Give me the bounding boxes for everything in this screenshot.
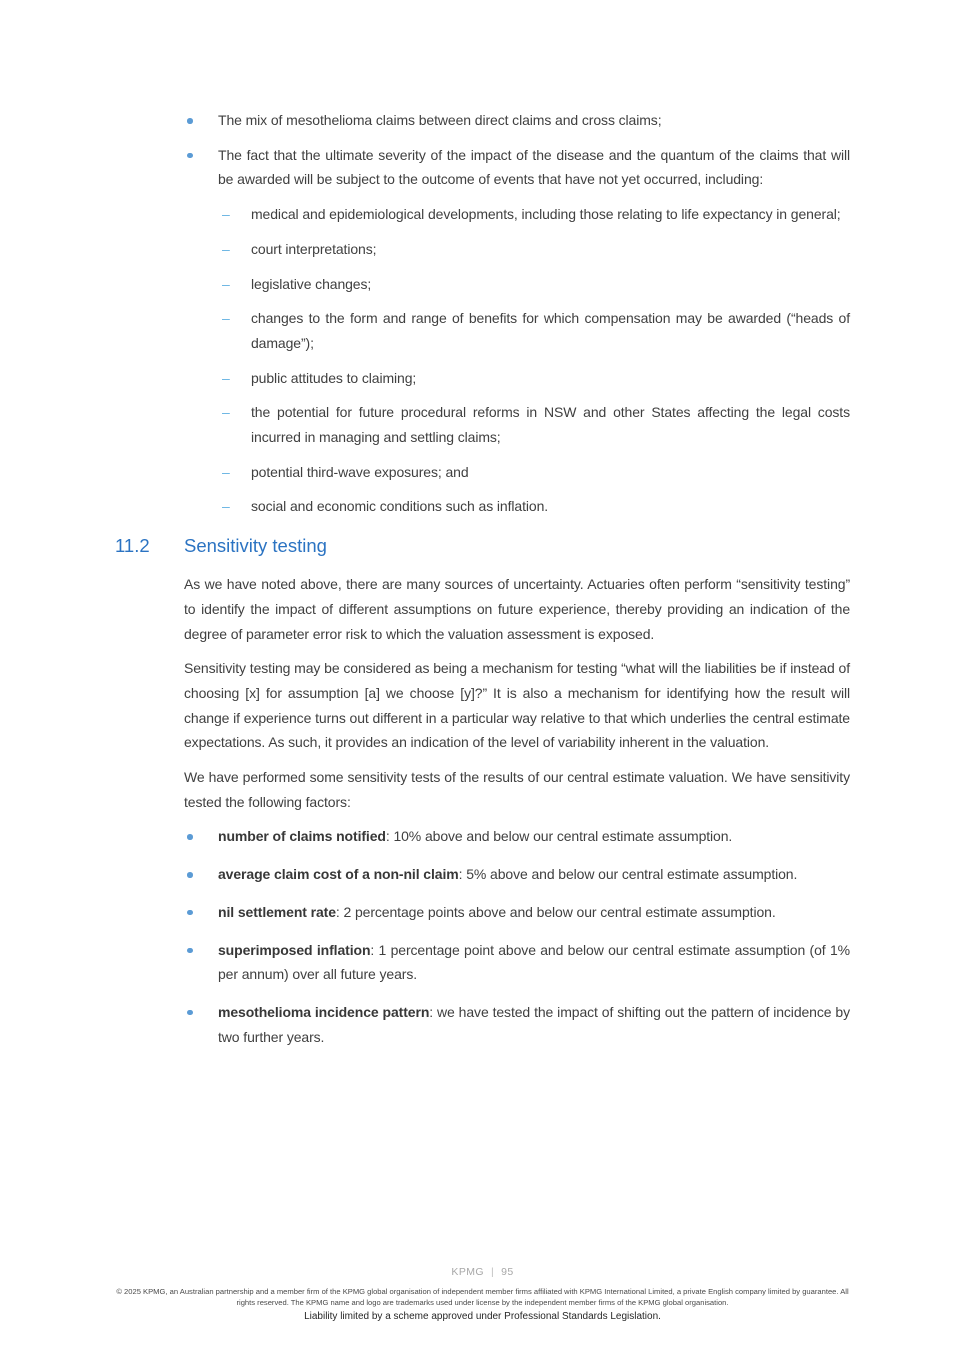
- section-title: Sensitivity testing: [184, 535, 327, 557]
- list-item: [184, 900, 850, 925]
- list-item: [218, 306, 850, 355]
- factor-name: number of claims notified: [218, 828, 386, 845]
- sub-bullet-text: court interpretations;: [251, 240, 377, 257]
- sub-bullet-text: the potential for future procedural reforms in NSW and other States affecting the legal costs incurred in managing and settling claims;: [251, 404, 850, 446]
- dash-icon: [222, 237, 230, 262]
- paragraph: Sensitivity testing may be considered as being a mechanism for testing “what will the liabilities be if instead of choosing [x] for assumption [a] we choose [y]?” It is also a mechanism for identifying how the result will change if experience turns out different in a particular way relative to that which underlies the central estimate expectations. As such, it provides an indication of the level of variability inherent in the valuation.: [184, 660, 850, 751]
- sub-bullet-text: social and economic conditions such as inflation.: [251, 498, 549, 515]
- dash-icon: [222, 272, 230, 297]
- bullet-text: The mix of mesothelioma claims between direct claims and cross claims;: [218, 112, 662, 128]
- list-item: [184, 143, 850, 519]
- list-item: [184, 1000, 850, 1049]
- page-footer: [0, 1266, 965, 1323]
- footer-brand: KPMG: [451, 1266, 484, 1278]
- factor-detail: : 2 percentage points above and below our central estimate assumption.: [335, 903, 776, 920]
- list-item: [218, 366, 850, 391]
- dash-icon: [222, 306, 230, 331]
- uncertainty-bullet-list: [184, 108, 850, 519]
- sub-bullet-text: medical and epidemiological developments, including those relating to life expectancy in general;: [251, 206, 841, 223]
- factor-detail: : 1 percentage point above and below our central estimate assumption (of 1% per annum) over all future years.: [218, 941, 850, 983]
- sub-bullet-text: legislative changes;: [251, 275, 372, 292]
- bullet-icon: [187, 872, 193, 878]
- list-item: [184, 938, 850, 987]
- list-item: [184, 862, 850, 887]
- dash-icon: [222, 460, 230, 485]
- factor-detail: : 5% above and below our central estimate assumption.: [458, 866, 798, 883]
- list-item: [184, 108, 850, 133]
- factor-name: mesothelioma incidence pattern: [218, 1003, 430, 1020]
- paragraph: As we have noted above, there are many sources of uncertainty. Actuaries often perform “sensitivity testing” to identify the impact of different assumptions on future experience, thereby providing an indication of the degree of parameter error risk to which the valuation assessment is exposed.: [184, 576, 850, 642]
- list-item: [218, 400, 850, 449]
- dash-icon: [222, 202, 230, 227]
- bullet-icon: [187, 118, 193, 124]
- page-number-line: [0, 1266, 965, 1278]
- sub-bullet-text: public attitudes to claiming;: [251, 369, 417, 386]
- dash-icon: [222, 366, 230, 391]
- section-number: 11.2: [115, 535, 150, 557]
- bullet-icon: [187, 834, 193, 840]
- sub-bullet-text: potential third-wave exposures; and: [251, 463, 469, 480]
- list-item: [218, 460, 850, 485]
- paragraph: We have performed some sensitivity tests of the results of our central estimate valuation. We have sensitivity tested the following factors:: [184, 769, 850, 810]
- dash-icon: [222, 494, 230, 519]
- list-item: [218, 202, 850, 227]
- factor-detail: : 10% above and below our central estimate assumption.: [385, 828, 733, 845]
- list-item: [184, 824, 850, 849]
- content-column: [115, 108, 850, 1062]
- bullet-icon: [187, 1010, 193, 1016]
- bullet-text: The fact that the ultimate severity of the impact of the disease and the quantum of the claims that will be awarded will be subject to the outcome of events that have not yet occurred, including:: [218, 146, 850, 188]
- list-item: [218, 272, 850, 297]
- factor-name: superimposed inflation: [218, 941, 371, 958]
- liability-text: Liability limited by a scheme approved under Professional Standards Legislation.: [304, 1311, 661, 1322]
- factor-name: average claim cost of a non-nil claim: [218, 866, 459, 883]
- section-heading: [115, 533, 850, 559]
- list-item: [218, 494, 850, 519]
- page-number: 95: [501, 1266, 514, 1278]
- factor-name: nil settlement rate: [218, 903, 336, 920]
- sensitivity-factor-list: [184, 824, 850, 1049]
- bullet-icon: [187, 153, 193, 159]
- dash-icon: [222, 400, 230, 425]
- footer-separator: |: [490, 1266, 495, 1278]
- bullet-icon: [187, 948, 193, 954]
- sub-bullet-text: changes to the form and range of benefits for which compensation may be awarded (“heads of damage”);: [251, 310, 850, 351]
- copyright-text: © 2025 KPMG, an Australian partnership and a member firm of the KPMG global organisation of independent member firms affiliated with KPMG International Limited, a private English company limited by guarantee. All rights reserved. The KPMG name and logo are trademarks used under license by the independent member firms of the KPMG global organisation.: [116, 1287, 849, 1307]
- bullet-icon: [187, 910, 193, 916]
- list-item: [218, 237, 850, 262]
- factor-detail: : we have tested the impact of shifting out the pattern of incidence by two further years.: [218, 1003, 850, 1045]
- uncertainty-sub-list: [218, 202, 850, 519]
